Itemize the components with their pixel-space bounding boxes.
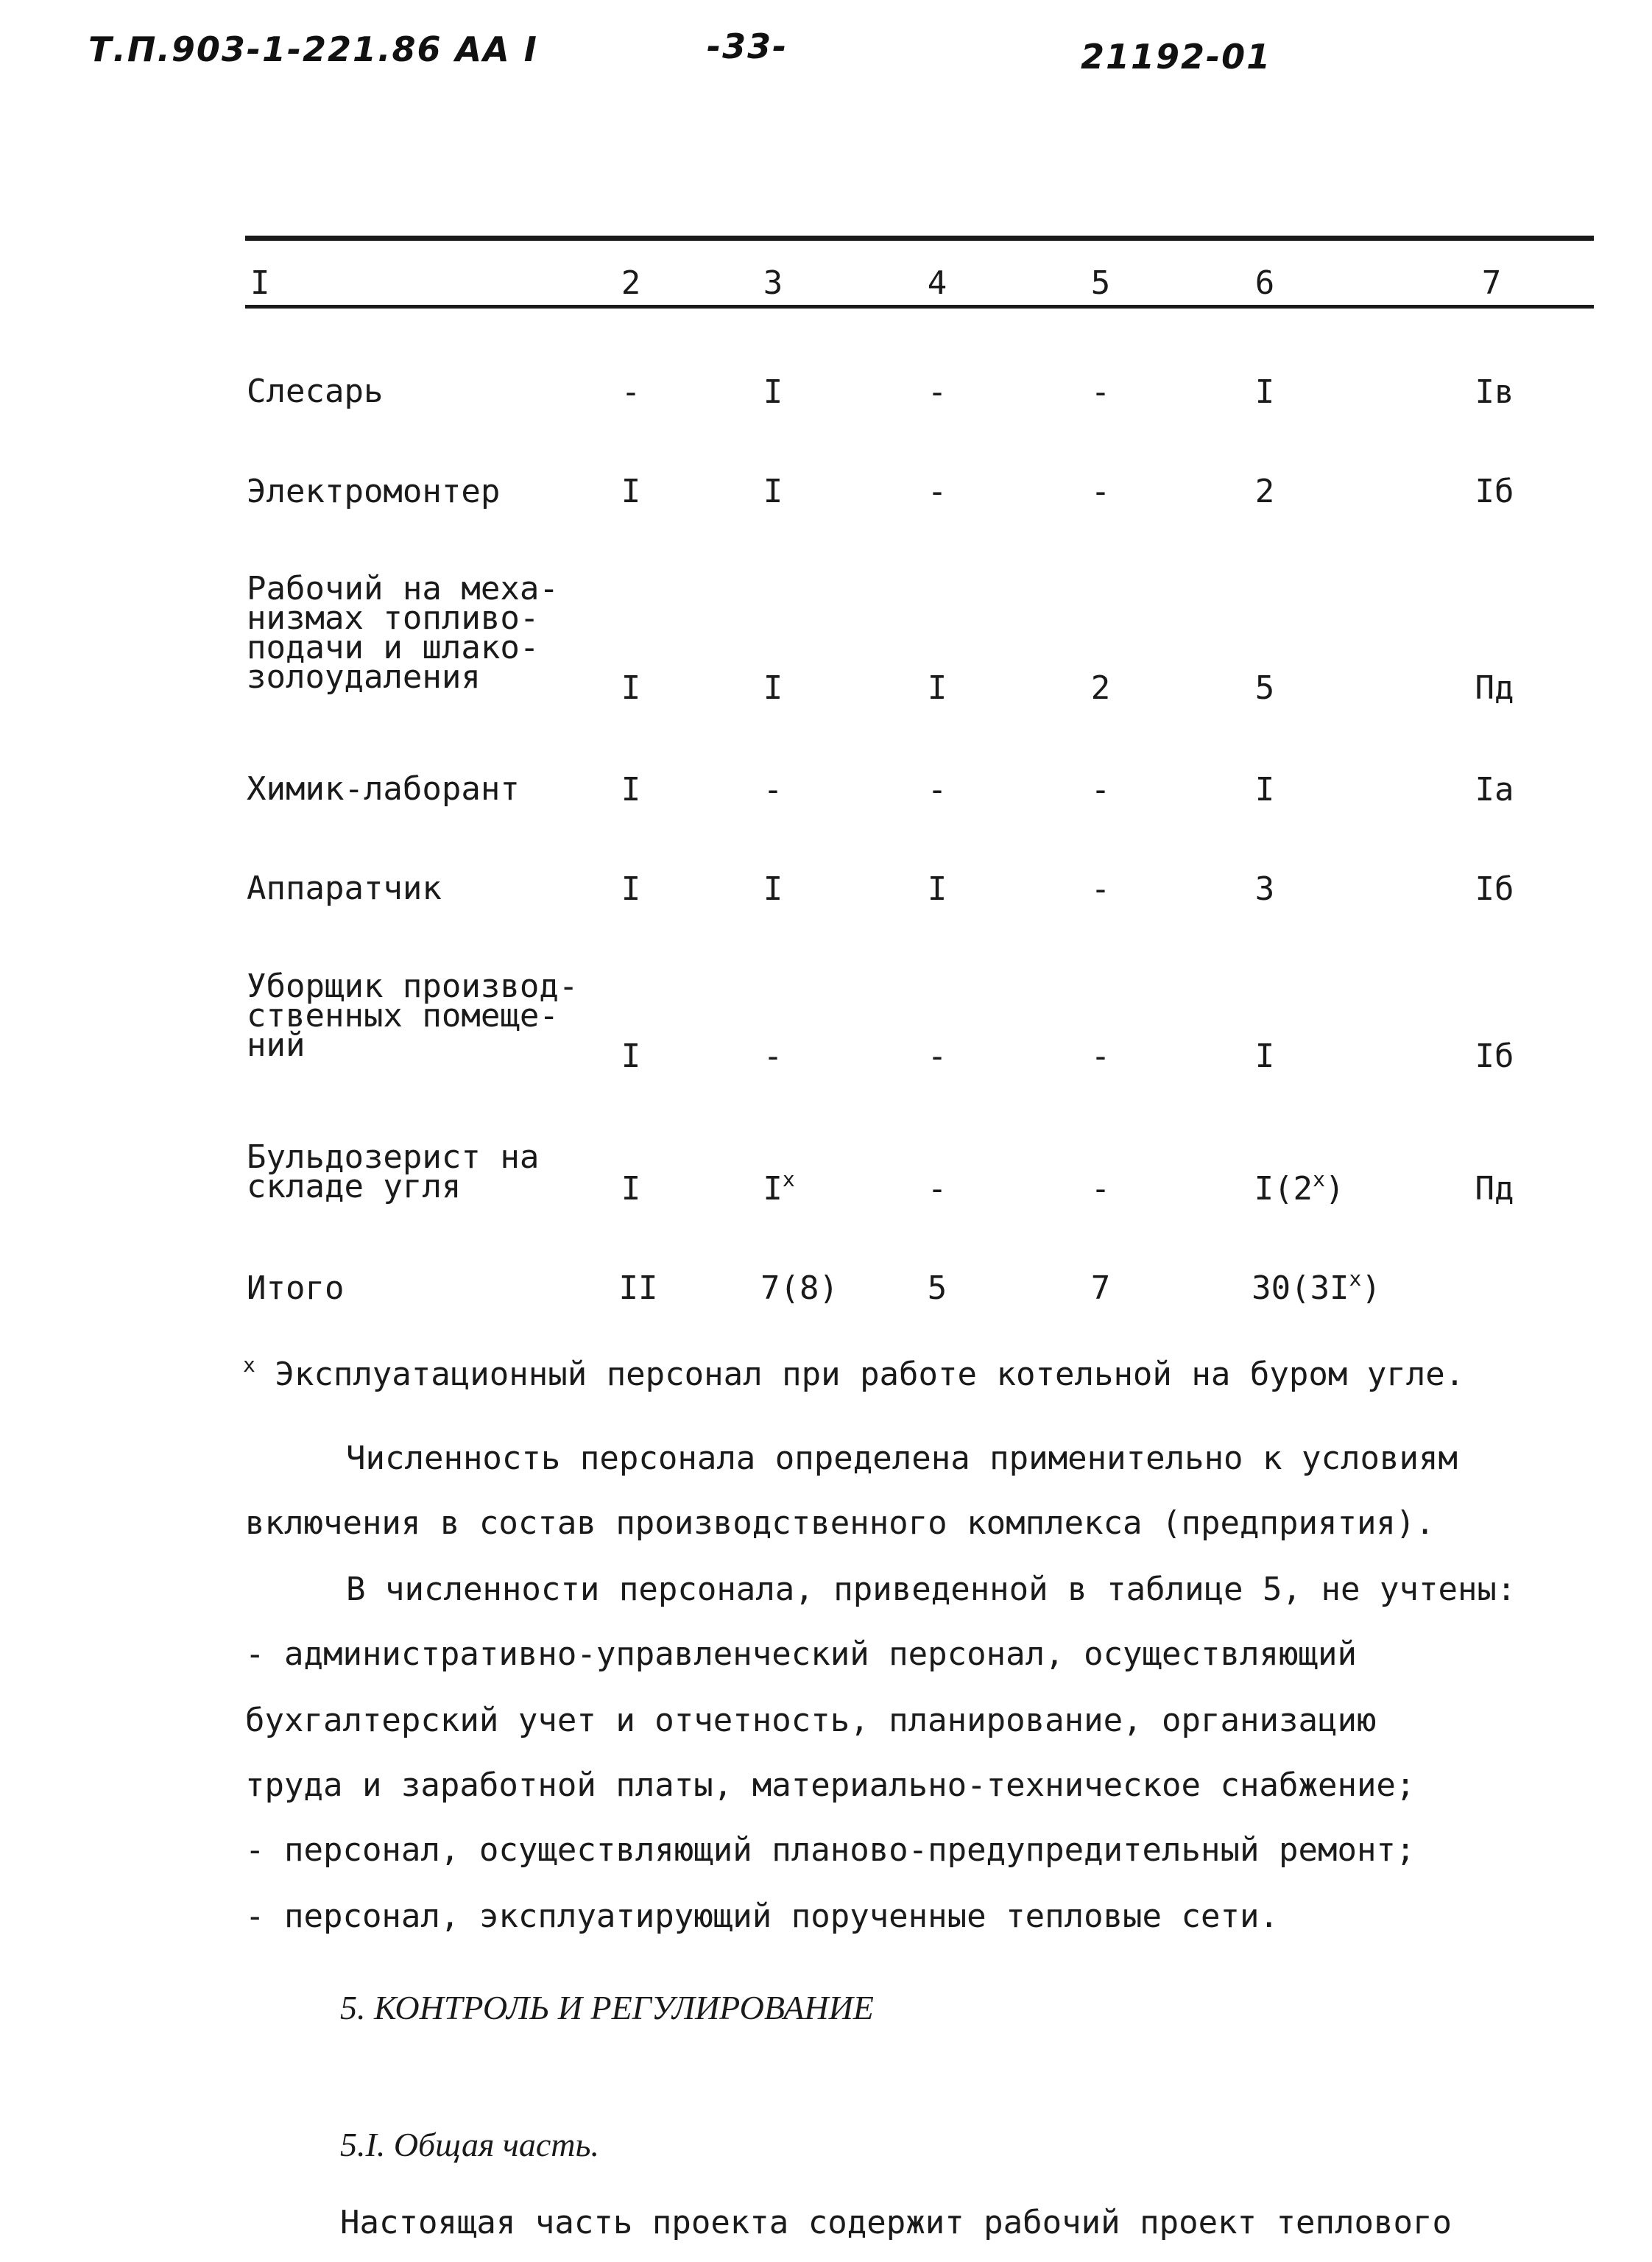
column-header-2: 2 [621,264,641,302]
row-value: Пд [1475,1170,1514,1208]
row-value: - [763,1037,783,1075]
row-value: $30(3I^x)$ [1252,1266,1381,1307]
row-label: Бульдозерист на складе угля [247,1138,540,1205]
list-item: - персонал, эксплуатирующий порученные тепловые сети. [245,1898,1279,1935]
row-value: 7(8) [760,1269,839,1307]
row-value: - [1090,373,1111,411]
row-value: - [927,1170,947,1208]
row-value: I(2$^x$) [1254,1167,1345,1208]
table-header-rule [245,305,1594,309]
row-value: I [1254,373,1275,411]
row-value: Iа [1475,771,1514,808]
paragraph-line: включения в состав производственного комплекса (предприятия). [245,1504,1435,1542]
row-label: Уборщик производ- ственных помеще- ний [247,968,579,1064]
column-header-6: 6 [1254,264,1275,302]
footnote-mark: x [1313,1167,1325,1191]
row-value: 7 [1090,1269,1111,1307]
page-number: -33- [707,27,788,66]
column-header-7: 7 [1481,264,1502,302]
footnote-mark: x [782,1167,795,1191]
row-value: I [621,1037,641,1075]
row-value: I [763,473,783,510]
row-value: I [621,771,641,808]
row-value: - [763,771,783,808]
row-label: Итого [247,1269,345,1307]
row-value: I [621,669,641,707]
row-value: - [927,1037,947,1075]
row-value: I [1254,771,1275,808]
archive-number: 21192-01 [1081,37,1272,77]
row-value: Iб [1475,1037,1514,1075]
list-item: - административно-управленческий персонал, осуществляющий [245,1635,1357,1673]
list-item: - персонал, осуществляющий планово-предупредительный ремонт; [245,1831,1416,1869]
row-value: - [1090,473,1111,510]
row-value: Пд [1475,669,1514,707]
row-value: - [927,771,947,808]
row-value: I [927,870,947,908]
row-value: Iв [1475,373,1514,411]
table-footnote [243,1353,1465,1393]
row-value: I [1254,1037,1275,1075]
subsection-heading: 5.I. Общая часть. [340,2126,599,2163]
row-value: - [621,373,641,411]
row-value: I [621,870,641,908]
row-value: I [763,870,783,908]
row-value: 5 [927,1269,947,1307]
row-value: - [927,373,947,411]
row-value: I [621,473,641,510]
row-value: I [763,373,783,411]
row-value: Iб [1475,473,1514,510]
row-value: II [618,1269,658,1307]
paragraph-line: Численность персонала определена применительно к условиям [346,1440,1458,1477]
row-value: - [1090,771,1111,808]
row-label: Слесарь [247,373,384,410]
row-label: Электромонтер [247,473,501,510]
section-heading: 5. КОНТРОЛЬ И РЕГУЛИРОВАНИЕ [340,1989,874,2026]
footnote-text: Эксплуатационный персонал при работе котельной на буром угле. [275,1356,1465,1393]
row-value: 3 [1254,870,1275,908]
footnote-mark: x [243,1353,255,1377]
paragraph-line: В численности персонала, приведенной в таблице 5, не учтены: [346,1571,1517,1608]
paragraph-line: бухгалтерский учет и отчетность, планирование, организацию [245,1702,1377,1739]
row-value: I [927,669,947,707]
row-value: 2 [1254,473,1275,510]
row-value: I [621,1170,641,1208]
row-label: Химик-лаборант [247,770,520,808]
row-value: - [1090,1037,1111,1075]
row-value: 2 [1090,669,1111,707]
column-header-3: 3 [763,264,783,302]
column-header-5: 5 [1090,264,1111,302]
column-header-4: 4 [927,264,947,302]
column-header-1: I [250,264,270,302]
document-code: Т.П.903-1-221.86 АА I [88,29,538,69]
paragraph-line: Настоящая часть проекта содержит рабочий проект теплового [340,2204,1452,2241]
table-top-rule [245,236,1594,241]
row-label: Рабочий на меха- низмах топливо- подачи и шлако- золоудаления [247,570,559,696]
row-label: Аппаратчик [247,870,442,907]
row-value: - [1090,1170,1111,1208]
row-value: - [927,473,947,510]
row-value: Iб [1475,870,1514,908]
row-value: I [763,669,783,707]
row-value: - [1090,870,1111,908]
paragraph-line: труда и заработной платы, материально-техническое снабжение; [245,1766,1416,1804]
footnote-mark: x [1349,1266,1362,1291]
row-value: $I^x$ [763,1167,795,1208]
row-value: 5 [1254,669,1275,707]
